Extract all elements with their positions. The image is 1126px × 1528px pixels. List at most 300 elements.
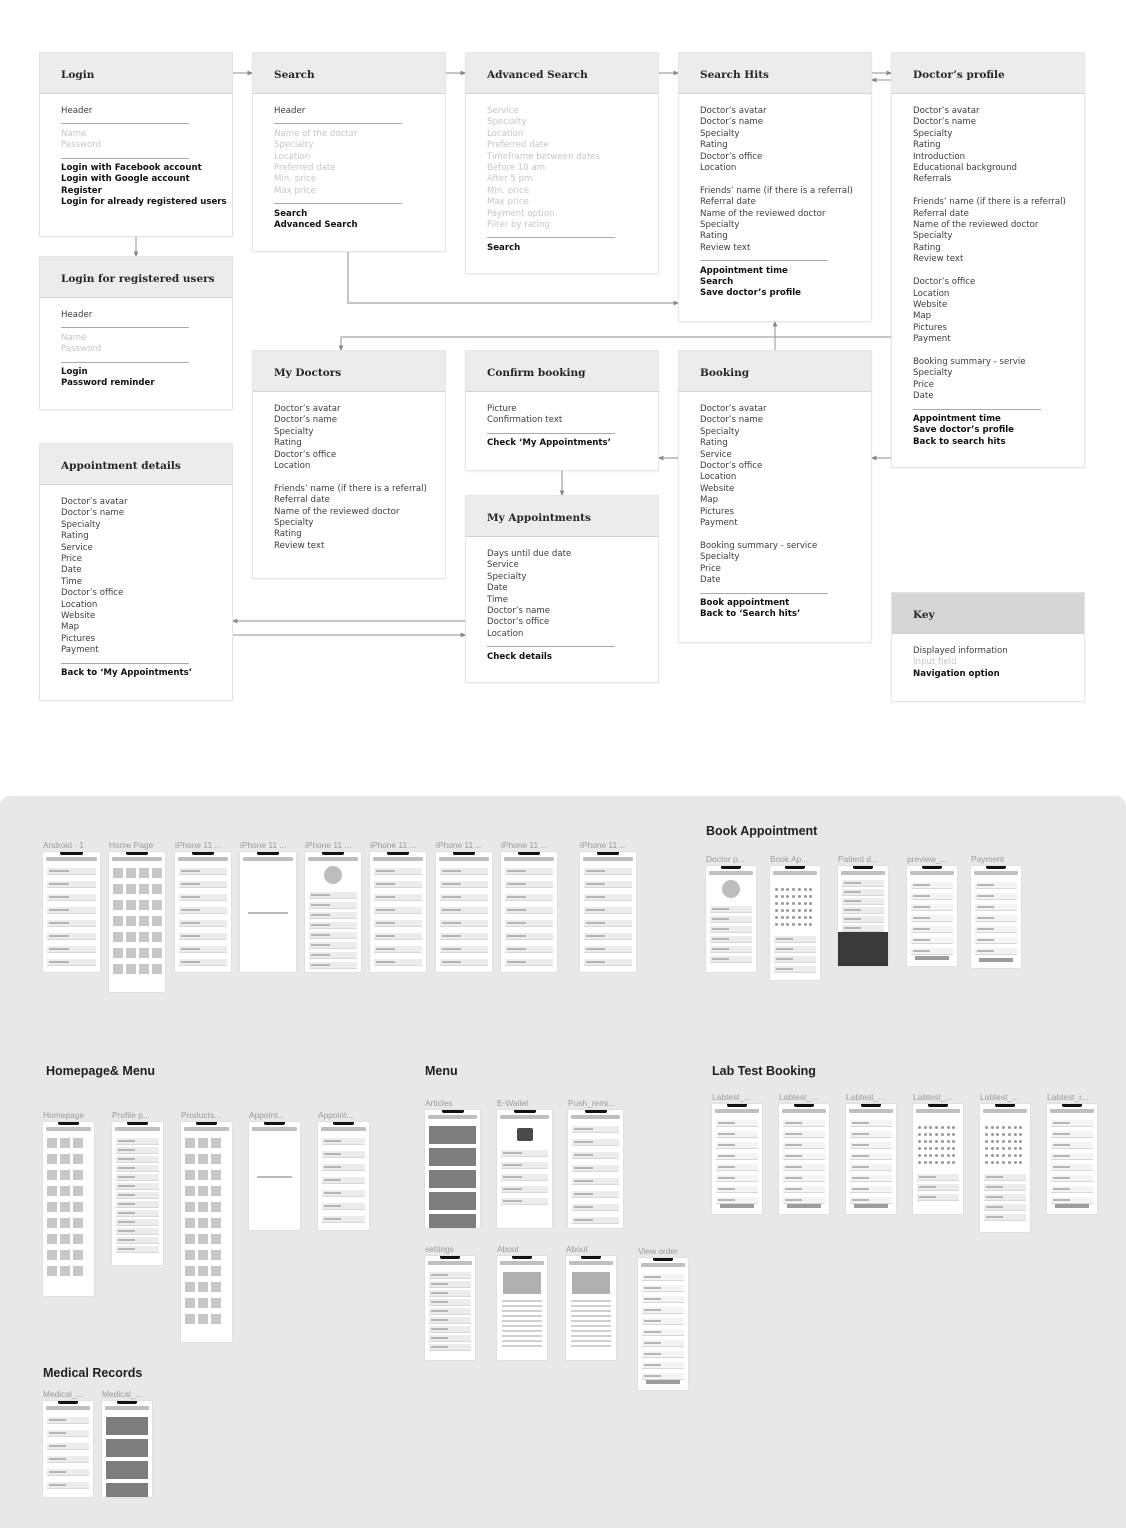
form-field [975,926,1017,933]
navigation-option: Advanced Search [274,220,358,231]
phone-notch [928,1104,948,1107]
form-field [975,882,1017,889]
primary-button-placeholder [646,1380,680,1384]
screen-header-bar [308,857,358,861]
input-field-label: Service [487,106,519,116]
wireframe-frame[interactable] [907,854,957,966]
wireframe-frame[interactable] [706,854,756,972]
phone-notch [196,1122,216,1125]
displayed-info: Introduction [913,151,966,162]
navigation-option: Check ‘My Appointments’ [487,438,611,449]
wireframe-row [584,920,632,927]
wireframe-tile [152,868,162,878]
wireframe-row [429,1335,471,1342]
phone-notch [333,1122,353,1125]
displayed-info: Time [61,576,83,587]
card-divider [700,254,850,265]
wireframe-row [116,1138,159,1145]
wireframe-row [309,952,357,959]
screen-header-bar [46,1127,91,1131]
calendar-day [786,916,789,919]
input-field-label: After 5 pm [487,174,533,185]
card-title: Search [253,53,445,94]
calendar-day [775,888,778,891]
phone-notch [192,852,214,855]
wireframe-tile [47,1250,57,1260]
wireframe-tile [211,1138,221,1148]
wireframe-frame[interactable] [497,1098,552,1228]
card-body [40,94,232,209]
displayed-info: Doctor’s name [700,415,764,426]
phone-notch [727,1104,747,1107]
navigation-option: Login with Facebook account [61,163,202,173]
wireframe-tile [211,1202,221,1212]
displayed-info: Doctor’s office [913,277,976,288]
wireframe-row [322,1151,365,1158]
wireframe-row [501,1198,548,1205]
wireframe-tile [47,1218,57,1228]
displayed-info: Booking summary - servie [913,356,1026,367]
wireframe-row [309,932,357,939]
wireframe-tile [198,1234,208,1244]
calendar-day [804,902,807,905]
screen-header-bar [916,1109,960,1113]
wireframe-tile [185,1298,195,1308]
wireframe-frame[interactable] [1047,1092,1097,1214]
section-title-menu: Menu [425,1064,458,1078]
wireframe-row [984,1194,1026,1201]
card-title: Login [40,53,232,94]
wireframe-row [572,1204,619,1211]
calendar-day [985,1133,988,1136]
displayed-info: Website [700,483,735,494]
card-title: Booking [679,351,871,392]
displayed-info: Service [700,449,732,460]
wireframe-screen [580,852,636,972]
wireframe-row [917,1194,959,1201]
wireframe-tile [73,1218,83,1228]
wireframe-frame[interactable] [305,840,361,972]
wireframe-tile [211,1314,221,1324]
wireframe-frame[interactable] [501,840,557,972]
primary-button-placeholder [720,1204,754,1208]
calendar-day [991,1140,994,1143]
card-login [40,53,232,236]
keyboard-placeholder [838,932,888,966]
screen-header-bar [782,1109,826,1113]
navigation-option: Password reminder [61,378,155,389]
displayed-info: Date [700,575,721,586]
input-field-label: Name of the doctor [274,128,358,139]
wireframe-screen [425,1256,475,1360]
input-field-label: Location [274,151,311,162]
wireframe-tile [73,1266,83,1276]
wireframe-row [774,936,816,943]
calendar-day [991,1147,994,1150]
calendar-day [809,923,812,926]
wireframe-screen [497,1256,547,1360]
wallet-icon [517,1128,533,1141]
wireframe-row [116,1201,159,1208]
wireframe-tile [139,948,149,958]
wireframe-tile [139,868,149,878]
wireframe-row [584,868,632,875]
wireframe-frame[interactable] [568,1098,623,1228]
wireframe-tile [152,964,162,974]
wireframe-frame[interactable] [838,854,888,966]
text-line [502,1300,542,1302]
calendar-day [941,1133,944,1136]
wireframe-frame[interactable] [913,1092,963,1214]
wireframe-tile [47,1234,57,1244]
card-my-doctors [253,351,445,578]
wireframe-row [842,889,884,896]
displayed-info: Pictures [700,506,735,517]
section-title-lab-test-booking: Lab Test Booking [712,1064,816,1078]
phone-notch [257,852,279,855]
wireframe-frame[interactable] [566,1244,616,1360]
wireframe-screen [638,1258,688,1390]
image-placeholder [503,1272,541,1294]
form-field [1051,1153,1093,1160]
primary-button-placeholder [915,956,949,960]
calendar-day [996,1140,999,1143]
calendar-day [947,1140,950,1143]
wireframe-frame[interactable] [102,1389,152,1497]
wireframe-frame[interactable] [43,1110,94,1296]
frame-label: View order [638,1246,678,1256]
displayed-info: Rating [274,529,302,540]
wireframe-tile [185,1314,195,1324]
calendar-day [1014,1126,1017,1129]
section-title-book-appointment: Book Appointment [706,824,818,838]
card-booking [679,351,871,642]
form-field [783,1120,825,1127]
frame-label: Patient d... [838,854,879,864]
wireframe-row [429,1290,471,1297]
calendar-day [1008,1140,1011,1143]
wireframe-row [842,880,884,887]
article-card [106,1483,148,1497]
wireframe-row [572,1178,619,1185]
wireframe-frame[interactable] [240,840,296,972]
form-field [975,948,1017,955]
form-field [911,937,953,944]
form-field [911,948,953,955]
text-line [502,1315,542,1317]
wireframe-row [116,1237,159,1244]
phone-notch [721,866,741,869]
wireframe-tile [198,1186,208,1196]
wireframe-row [309,892,357,899]
phone-notch [585,1110,607,1113]
wireframe-tile [126,884,136,894]
wireframe-frame[interactable] [318,1110,369,1230]
navigation-option: Register [61,185,102,196]
calendar-day [798,923,801,926]
wireframe-tile [126,964,136,974]
calendar-day [935,1154,938,1157]
card-divider [700,587,850,598]
displayed-info: Location [700,472,737,483]
displayed-info: Location [913,288,950,299]
calendar-day [798,909,801,912]
wireframe-tile [211,1282,221,1292]
wireframe-frame[interactable] [436,840,492,972]
screen-header-bar [974,871,1018,875]
wireframe-row [572,1191,619,1198]
form-field [642,1285,684,1292]
calendar-day [792,916,795,919]
wireframe-row [374,946,422,953]
form-field [911,882,953,889]
frame-label: Book Ap... [770,854,809,864]
displayed-info: Educational background [913,163,1017,174]
screen-header-bar [439,857,489,861]
displayed-info: Displayed information [913,646,1008,656]
wireframe-row [440,907,488,914]
wireframe-frame[interactable] [638,1246,688,1390]
calendar-day [918,1140,921,1143]
wireframe-frame[interactable] [370,840,426,972]
wireframe-tile [113,948,123,958]
form-field [850,1153,892,1160]
form-field [783,1175,825,1182]
navigation-option: Check details [487,651,552,662]
calendar-day [775,895,778,898]
wireframe-screen [112,1122,163,1265]
form-field [1051,1120,1093,1127]
calendar-day [786,923,789,926]
form-field [1051,1175,1093,1182]
displayed-info: Rating [700,231,728,242]
wireframe-tile [60,1202,70,1212]
wireframe-tile [139,916,149,926]
wireframe-row [374,894,422,901]
text-line [571,1330,611,1332]
calendar-day [952,1126,955,1129]
text-line [571,1340,611,1342]
card-login-registered [40,257,232,409]
input-field-label: Timeframe between dates [487,151,600,162]
wireframe-frame[interactable] [971,854,1021,968]
text-line [571,1315,611,1317]
wireframe-row [429,1326,471,1333]
form-field [642,1318,684,1325]
wireframe-frame[interactable] [425,1098,480,1228]
form-field [783,1153,825,1160]
wireframe-row [179,868,227,875]
wireframe-row [505,868,553,875]
form-field [783,1197,825,1204]
wireframe-row [429,1299,471,1306]
wireframe-row [374,868,422,875]
wireframe-tile [139,964,149,974]
wireframe-frame[interactable] [181,1110,232,1342]
wireframe-tile [60,1138,70,1148]
phone-notch [581,1256,601,1259]
wireframe-row [179,959,227,966]
calendar-day [952,1154,955,1157]
displayed-info: Date [61,565,82,576]
input-field-label: Preferred date [274,163,336,174]
wireframe-row [505,933,553,940]
calendar-day [941,1147,944,1150]
wireframe-tile [198,1298,208,1308]
screen-header-bar [910,871,954,875]
frame-label: Labtest_... [846,1092,886,1102]
wireframe-row [47,868,96,875]
wireframe-frame[interactable] [109,840,165,992]
calendar-day [786,902,789,905]
wireframe-tile [211,1234,221,1244]
phone-notch [597,852,619,855]
form-field [783,1164,825,1171]
wireframe-tile [47,1202,57,1212]
wireframe-frame[interactable] [249,1110,300,1230]
avatar-placeholder [324,866,342,884]
wireframe-frame[interactable] [175,840,231,972]
card-advanced-search [466,53,658,273]
card-body [892,634,1084,680]
wireframe-tile [198,1170,208,1180]
calendar-day [786,909,789,912]
displayed-info: Name of the reviewed doctor [700,208,826,219]
frame-label: iPhone 11 ... [175,840,222,850]
wireframe-row [984,1204,1026,1211]
form-field [975,893,1017,900]
displayed-info: Doctor’s avatar [700,404,767,414]
displayed-info: Price [61,554,82,565]
wireframe-frame[interactable] [980,1092,1030,1232]
displayed-info: Service [61,542,93,553]
input-field-label: Before 10 am [487,163,546,174]
phone-notch [58,1401,78,1404]
article-card [429,1170,476,1188]
wireframe-row [179,946,227,953]
primary-button-placeholder [787,1204,821,1208]
wireframe-row [116,1210,159,1217]
form-field [642,1296,684,1303]
displayed-info: Location [61,599,98,610]
wireframe-tile [113,884,123,894]
input-field-label: Preferred date [487,140,549,151]
calendar-day [985,1161,988,1164]
displayed-info: Doctor’s name [913,117,977,128]
displayed-info: Doctor’s name [487,606,551,617]
calendar-day [781,902,784,905]
form-field [850,1186,892,1193]
wireframe-row [584,881,632,888]
wireframe-screen [706,866,756,972]
calendar-day [809,902,812,905]
wireframe-tile [198,1218,208,1228]
calendar-day [935,1140,938,1143]
calendar-day [985,1147,988,1150]
form-field [1051,1142,1093,1149]
displayed-info: Friends’ name (if there is a referral) [913,197,1066,208]
wireframe-row [710,956,752,963]
card-divider [61,117,211,128]
wireframe-row [374,920,422,927]
wireframe-frame[interactable] [425,1244,475,1360]
form-field [1051,1197,1093,1204]
wireframe-tile [185,1282,195,1292]
calendar-day [1019,1161,1022,1164]
card-title: Search Hits [679,53,871,94]
card-my-appointments [466,496,658,682]
article-card [429,1214,476,1228]
navigation-option: Back to ‘Search hits’ [700,609,801,620]
displayed-info: Review text [700,242,751,253]
wireframe-frame[interactable] [770,854,820,980]
wireframe-tile [185,1138,195,1148]
phone-notch [861,1104,881,1107]
wireframe-row [842,916,884,923]
wireframe-frame[interactable] [497,1244,547,1360]
card-confirm-booking [466,351,658,470]
frame-label: Labtest_... [779,1092,819,1102]
text-line [571,1305,611,1307]
wireframe-tile [211,1218,221,1228]
card-body [466,392,658,450]
wireframe-tile [198,1138,208,1148]
calendar-day [1014,1133,1017,1136]
wireframe-frame[interactable] [43,840,100,972]
displayed-info: Pictures [913,322,948,333]
displayed-info: Rating [700,438,728,449]
arrow-profile-to-mydoctors [341,337,892,351]
wireframe-row [584,907,632,914]
wireframe-frame[interactable] [112,1110,163,1265]
card-title: Confirm booking [466,351,658,392]
wireframe-screen [846,1104,896,1214]
wireframe-frame[interactable] [580,840,636,972]
wireframe-row [505,946,553,953]
wireframe-tile [60,1186,70,1196]
calendar-day [918,1154,921,1157]
calendar-day [996,1147,999,1150]
form-field [850,1131,892,1138]
wireframe-frame[interactable] [846,1092,896,1214]
displayed-info: Rating [61,531,89,542]
wireframe-row [917,1184,959,1191]
displayed-info: Specialty [274,426,314,437]
screen-header-bar [500,1261,544,1265]
frame-label: Medical_... [43,1389,84,1399]
displayed-info: Header [274,106,306,116]
wireframe-tile [211,1266,221,1276]
phone-notch [58,1122,78,1125]
form-field [642,1340,684,1347]
wireframe-row [429,1272,471,1279]
wireframe-frame[interactable] [712,1092,762,1214]
calendar-day [1019,1147,1022,1150]
calendar-day [798,916,801,919]
wireframe-tile [185,1234,195,1244]
displayed-info: Doctor’s office [487,617,550,628]
calendar-day [1008,1133,1011,1136]
section-title-medical-records: Medical Records [43,1366,143,1380]
frame-label: iPhone 11 ... [501,840,548,850]
wireframe-frame[interactable] [43,1389,93,1497]
wireframe-row [179,907,227,914]
wireframe-frame[interactable] [779,1092,829,1214]
wireframe-tile [126,916,136,926]
text-line [502,1320,542,1322]
wireframe-tile [185,1218,195,1228]
wireframe-row [322,1138,365,1145]
